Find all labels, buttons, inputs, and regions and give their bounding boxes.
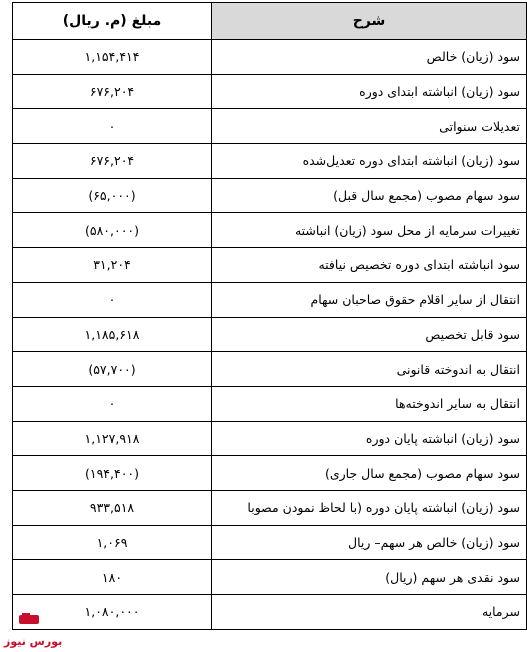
amount-cell: ۱,۰۶۹: [13, 525, 212, 560]
amount-cell: ۶۷۶,۲۰۴: [13, 144, 212, 179]
amount-cell: ۹۳۳,۵۱۸: [13, 490, 212, 525]
description-cell: سود (زیان) خالص هر سهم– ریال: [212, 525, 527, 560]
table-row: [13, 386, 527, 421]
financial-table-container: [12, 2, 520, 630]
description-cell: سود (زیان) خالص: [212, 40, 527, 75]
amount-cell: ۱,۱۲۷,۹۱۸: [13, 421, 212, 456]
description-cell: سود (زیان) انباشته ابتدای دوره: [212, 74, 527, 109]
table-row: [13, 317, 527, 352]
amount-cell: ۰: [13, 109, 212, 144]
table-row: [13, 595, 527, 630]
description-cell: تعدیلات سنواتی: [212, 109, 527, 144]
amount-cell: ۱,۱۵۴,۴۱۴: [13, 40, 212, 75]
amount-cell: (۶۵,۰۰۰): [13, 178, 212, 213]
table-row: [13, 421, 527, 456]
amount-cell: (۱۹۴,۴۰۰): [13, 456, 212, 491]
description-cell: سود (زیان) انباشته پایان دوره: [212, 421, 527, 456]
header-description: شرح: [212, 3, 527, 40]
amount-cell: ۰: [13, 282, 212, 317]
profit-distribution-table: [12, 2, 527, 630]
amount-cell: ۱,۱۸۵,۶۱۸: [13, 317, 212, 352]
description-cell: سود سهام مصوب (مجمع سال جاری): [212, 456, 527, 491]
description-cell: سود (زیان) انباشته پایان دوره (با لحاظ نمودن مصوبا: [212, 490, 527, 525]
description-cell: سود قابل تخصیص: [212, 317, 527, 352]
watermark-text: بورس نیوز: [4, 635, 63, 648]
amount-cell: ۰: [13, 386, 212, 421]
table-row: [13, 40, 527, 75]
table-row: [13, 109, 527, 144]
amount-cell: (۵۷,۷۰۰): [13, 352, 212, 387]
amount-cell: ۱۸۰: [13, 560, 212, 595]
amount-cell: ۳۱,۲۰۴: [13, 248, 212, 283]
table-row: [13, 74, 527, 109]
table-row: [13, 352, 527, 387]
description-cell: انتقال به اندوخته قانونی: [212, 352, 527, 387]
table-row: [13, 525, 527, 560]
table-row: [13, 456, 527, 491]
amount-cell: (۵۸۰,۰۰۰): [13, 213, 212, 248]
bourse-news-logo-icon: [18, 612, 40, 626]
table-row: [13, 490, 527, 525]
bourse-news-watermark: [4, 612, 63, 648]
table-header-row: [13, 3, 527, 40]
amount-cell: ۱,۰۸۰,۰۰۰: [13, 595, 212, 630]
table-row: [13, 213, 527, 248]
amount-cell: ۶۷۶,۲۰۴: [13, 74, 212, 109]
description-cell: سود نقدی هر سهم (ریال): [212, 560, 527, 595]
table-row: [13, 144, 527, 179]
table-row: [13, 248, 527, 283]
table-row: [13, 282, 527, 317]
description-cell: سود (زیان) انباشته ابتدای دوره تعدیل‌شده: [212, 144, 527, 179]
description-cell: سود سهام مصوب (مجمع سال قبل): [212, 178, 527, 213]
description-cell: انتقال به سایر اندوخته‌ها: [212, 386, 527, 421]
description-cell: انتقال از سایر اقلام حقوق صاحبان سهام: [212, 282, 527, 317]
header-amount: مبلغ (م. ریال): [13, 3, 212, 40]
table-row: [13, 178, 527, 213]
table-body: [13, 40, 527, 630]
description-cell: سرمایه: [212, 595, 527, 630]
table-row: [13, 560, 527, 595]
description-cell: تغییرات سرمایه از محل سود (زیان) انباشته: [212, 213, 527, 248]
description-cell: سود انباشته ابتدای دوره تخصیص نیافته: [212, 248, 527, 283]
